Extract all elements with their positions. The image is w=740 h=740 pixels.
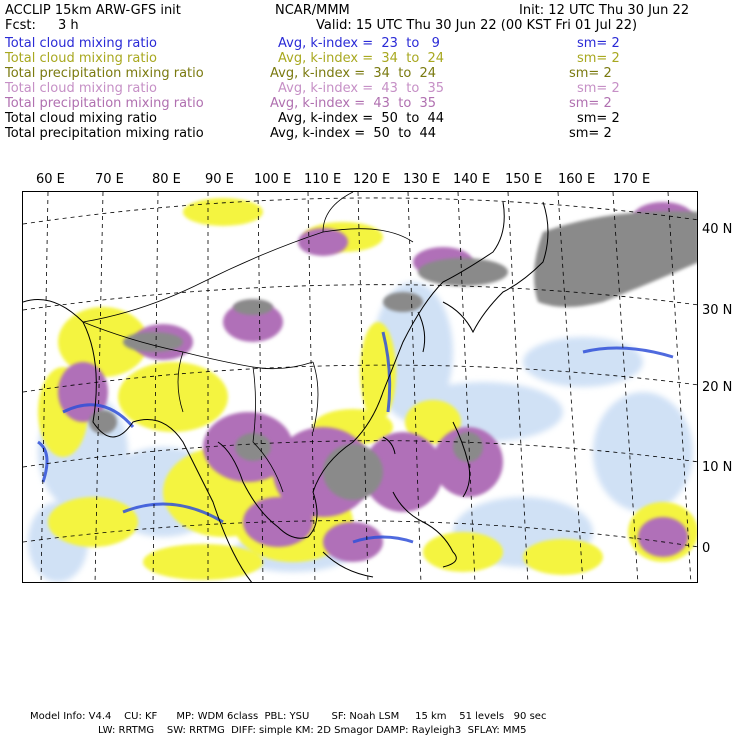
lon-label: 170 E <box>613 172 651 187</box>
legend-sm: sm= 2 <box>569 126 612 141</box>
cloud-map <box>22 191 698 583</box>
model-info-line-1: Model Info: V4.4 CU: KF MP: WDM 6class PBL: YSU SF: Noah LSM 15 km 51 levels 90 sec <box>30 711 547 722</box>
legend-field: Total precipitation mixing ratio <box>5 96 204 111</box>
init-time: Init: 12 UTC Thu 30 Jun 22 <box>519 3 690 18</box>
lon-label: 90 E <box>205 172 234 187</box>
legend-avg: Avg, k-index = 43 to 35 <box>278 81 445 96</box>
lat-label: 30 N <box>702 303 733 318</box>
legend-sm: sm= 2 <box>577 36 620 51</box>
lon-label: 70 E <box>95 172 124 187</box>
legend-avg: Avg, k-index = 43 to 35 <box>270 96 437 111</box>
legend-sm: sm= 2 <box>577 111 620 126</box>
lon-label: 80 E <box>152 172 181 187</box>
legend-avg: Avg, k-index = 50 to 44 <box>278 111 445 126</box>
legend-sm: sm= 2 <box>577 51 620 66</box>
legend-sm: sm= 2 <box>577 81 620 96</box>
lat-label: 10 N <box>702 460 733 475</box>
legend-avg: Avg, k-index = 50 to 44 <box>270 126 437 141</box>
legend-sm: sm= 2 <box>569 66 612 81</box>
fcst-label: Fcst: <box>5 18 36 33</box>
fcst-value: 3 h <box>58 18 79 33</box>
legend-field: Total cloud mixing ratio <box>5 81 158 96</box>
legend-field: Total precipitation mixing ratio <box>5 66 204 81</box>
lon-label: 140 E <box>453 172 491 187</box>
lon-label: 120 E <box>353 172 391 187</box>
legend-field: Total cloud mixing ratio <box>5 111 158 126</box>
legend-avg: Avg, k-index = 34 to 24 <box>278 51 445 66</box>
legend-avg: Avg, k-index = 34 to 24 <box>270 66 437 81</box>
lon-label: 160 E <box>558 172 596 187</box>
lon-label: 150 E <box>505 172 543 187</box>
center-name: NCAR/MMM <box>275 3 350 18</box>
legend-sm: sm= 2 <box>569 96 612 111</box>
product-title: ACCLIP 15km ARW-GFS init <box>5 3 181 18</box>
lon-label: 60 E <box>36 172 65 187</box>
legend-field: Total precipitation mixing ratio <box>5 126 204 141</box>
lat-label: 0 <box>702 541 711 556</box>
lon-label: 130 E <box>403 172 441 187</box>
lon-label: 100 E <box>254 172 292 187</box>
legend-field: Total cloud mixing ratio <box>5 51 158 66</box>
map-canvas <box>23 192 698 583</box>
lat-label: 40 N <box>702 222 733 237</box>
legend-field: Total cloud mixing ratio <box>5 36 158 51</box>
valid-time: Valid: 15 UTC Thu 30 Jun 22 (00 KST Fri 01 Jul 22) <box>316 18 638 33</box>
model-info-line-2: LW: RRTMG SW: RRTMG DIFF: simple KM: 2D Smagor DAMP: Rayleigh3 SFLAY: MM5 <box>98 725 527 736</box>
lon-label: 110 E <box>304 172 342 187</box>
legend-avg: Avg, k-index = 23 to 9 <box>278 36 440 51</box>
lat-label: 20 N <box>702 380 733 395</box>
